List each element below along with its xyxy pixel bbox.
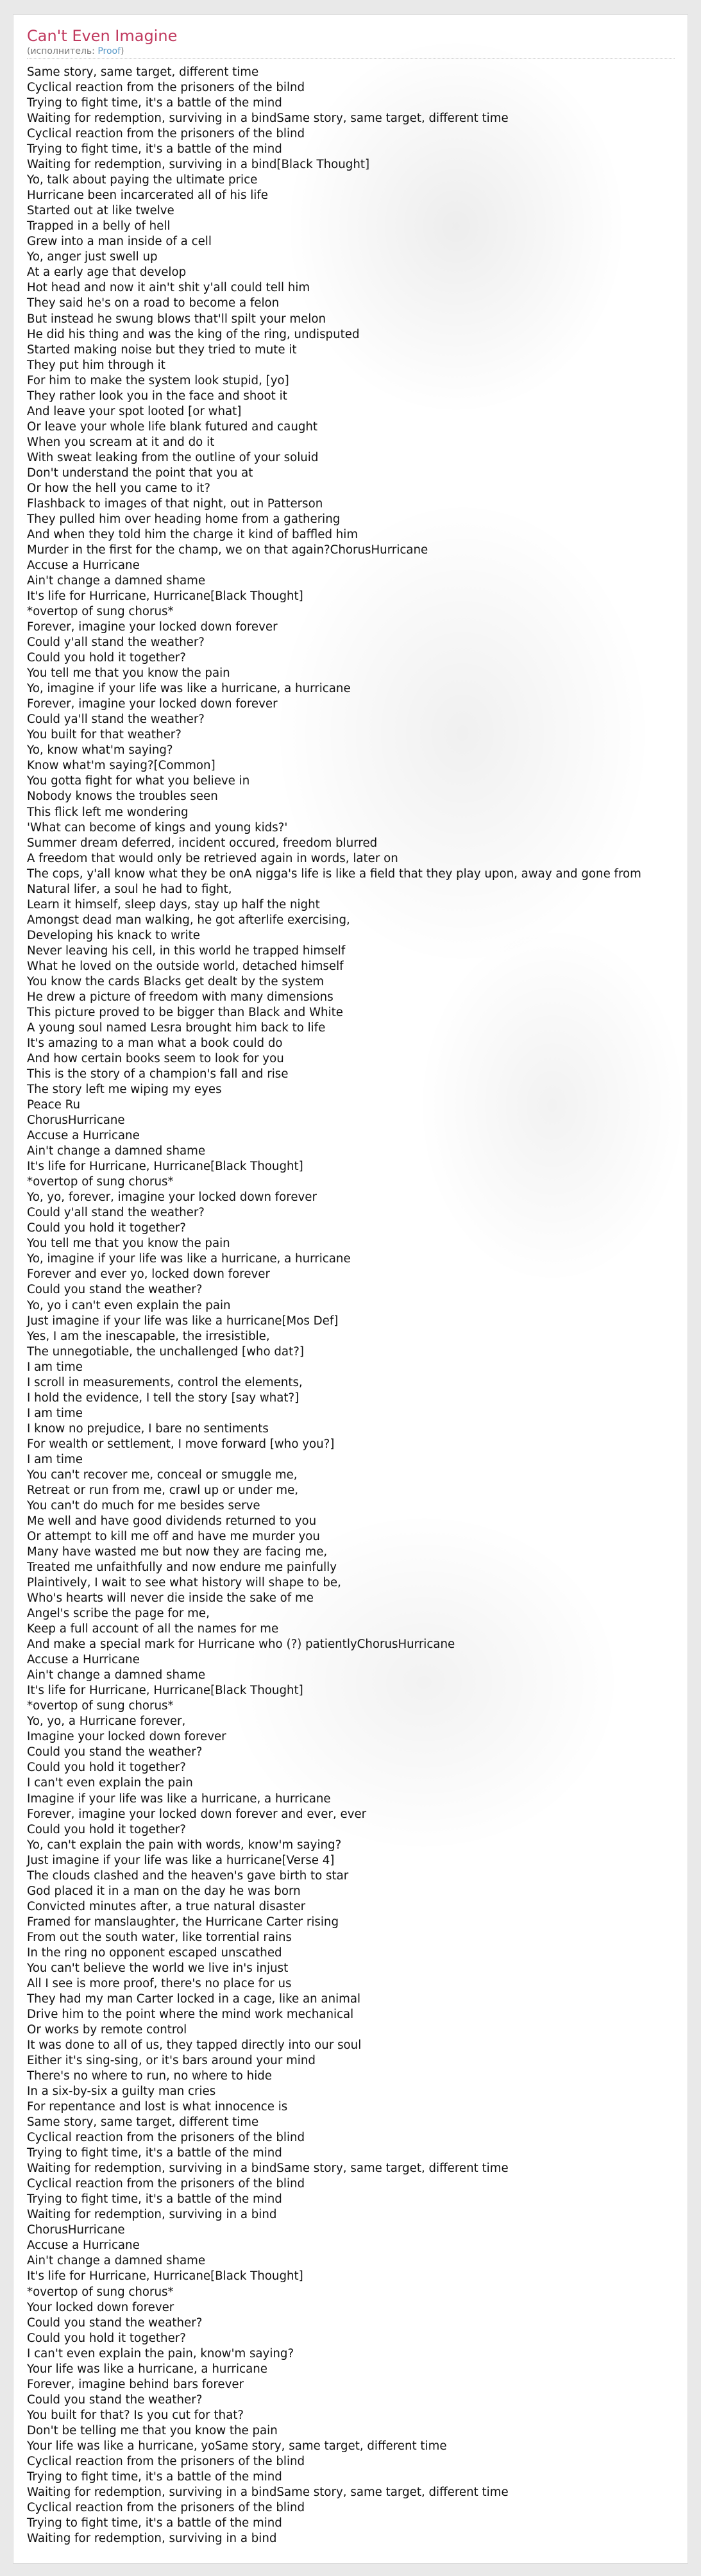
lyric-line: Just imagine if your life was like a hurricane[Verse 4]: [27, 1853, 335, 1867]
lyric-line: Yo, imagine if your life was like a hurricane, a hurricane: [27, 1252, 351, 1266]
lyric-line: Could you hold it together?: [27, 1221, 186, 1235]
lyric-line: I am time: [27, 1406, 83, 1420]
lyric-line: With sweat leaking from the outline of your soluid: [27, 450, 319, 464]
lyric-line: Could you stand the weather?: [27, 1283, 203, 1297]
lyric-line: Could you stand the weather?: [27, 1745, 203, 1759]
lyric-line: I scroll in measurements, control the elements,: [27, 1375, 303, 1389]
lyric-line: This flick left me wondering: [27, 805, 189, 819]
lyric-line: Could you hold it together?: [27, 1761, 186, 1775]
lyric-line: You gotta fight for what you believe in: [27, 774, 250, 788]
lyric-line: Developing his knack to write: [27, 928, 200, 942]
lyric-line: Many have wasted me but now they are facing me,: [27, 1545, 328, 1559]
lyric-line: Could y'all stand the weather?: [27, 636, 205, 650]
lyric-line: It was done to all of us, they tapped directly into our soul: [27, 2038, 362, 2052]
lyric-line: Ain't change a damned shame: [27, 574, 206, 588]
lyric-line: Yo, yo, forever, imagine your locked down forever: [27, 1191, 317, 1205]
lyric-line: The unnegotiable, the unchallenged [who dat?]: [27, 1344, 304, 1359]
lyric-line: Could you stand the weather?: [27, 2316, 203, 2330]
artist-line: [27, 45, 124, 58]
lyric-line: Yes, I am the inescapable, the irresistible,: [27, 1329, 270, 1343]
lyric-line: For wealth or settlement, I move forward [who you?]: [27, 1437, 335, 1451]
lyric-line: Retreat or run from me, crawl up or under me,: [27, 1483, 299, 1497]
lyric-line: For repentance and lost is what innocence is: [27, 2100, 288, 2114]
lyric-line: For him to make the system look stupid, [yo]: [27, 373, 289, 387]
lyric-line: A young soul named Lesra brought him back to life: [27, 1021, 326, 1035]
lyric-line: And when they told him the charge it kind of baffled him: [27, 527, 359, 541]
lyric-line: Learn it himself, sleep days, stay up half the night: [27, 897, 320, 911]
lyric-line: Yo, know what'm saying?: [27, 743, 173, 758]
lyric-line: And make a special mark for Hurricane who (?) patientlyChorusHurricane: [27, 1638, 455, 1652]
lyric-line: Don't understand the point that you at: [27, 466, 253, 480]
lyric-line: Your locked down forever: [27, 2300, 174, 2314]
lyric-line: Trapped in a belly of hell: [27, 219, 171, 233]
lyric-line: Started making noise but they tried to mute it: [27, 343, 297, 357]
lyric-line: Waiting for redemption, surviving in a bind: [27, 2208, 277, 2222]
lyric-line: Cyclical reaction from the prisoners of the blind: [27, 2131, 305, 2145]
lyric-line: Waiting for redemption, surviving in a bind[Black Thought]: [27, 158, 370, 172]
lyric-line: *overtop of sung chorus*: [27, 2285, 174, 2299]
lyric-line: I can't even explain the pain, know'm saying?: [27, 2346, 294, 2360]
lyric-line: All I see is more proof, there's no place for us: [27, 1976, 292, 1990]
lyric-line: Either it's sing-sing, or it's bars around your mind: [27, 2054, 316, 2068]
lyric-line: They pulled him over heading home from a gathering: [27, 512, 341, 526]
lyric-line: Trying to fight time, it's a battle of the mind: [27, 142, 282, 157]
lyric-line: They put him through it: [27, 358, 165, 372]
lyric-line: You built for that weather?: [27, 728, 182, 742]
lyric-line: *overtop of sung chorus*: [27, 1175, 174, 1189]
lyric-line: They rather look you in the face and shoot it: [27, 389, 287, 403]
lyric-line: Yo, talk about paying the ultimate price: [27, 173, 258, 187]
lyric-line: Murder in the first for the champ, we on that again?ChorusHurricane: [27, 543, 428, 557]
lyric-line: Who's hearts will never die inside the sake of me: [27, 1591, 314, 1606]
lyric-line: Started out at like twelve: [27, 204, 174, 218]
lyric-line: You can't recover me, conceal or smuggle me,: [27, 1468, 298, 1482]
artist-suffix: ): [121, 46, 124, 56]
lyric-line: Know what'm saying?[Common]: [27, 759, 215, 773]
lyric-line: Yo, yo, a Hurricane forever,: [27, 1715, 186, 1729]
lyric-line: Your life was like a hurricane, yoSame story, same target, different time: [27, 2439, 447, 2453]
lyric-line: Flashback to images of that night, out in Patterson: [27, 496, 323, 511]
lyric-line: It's life for Hurricane, Hurricane[Black Thought]: [27, 1160, 303, 1174]
lyric-line: Trying to fight time, it's a battle of the mind: [27, 2470, 282, 2484]
lyric-line: Just imagine if your life was like a hurricane[Mos Def]: [27, 1314, 339, 1328]
lyric-line: I know no prejudice, I bare no sentiments: [27, 1421, 269, 1436]
lyric-line: *overtop of sung chorus*: [27, 1699, 174, 1713]
lyric-line: Accuse a Hurricane: [27, 559, 140, 572]
artist-prefix: (исполнитель:: [27, 46, 98, 56]
lyric-line: Nobody knows the troubles seen: [27, 790, 218, 804]
lyric-line: Trying to fight time, it's a battle of the mind: [27, 2192, 282, 2207]
lyric-line: Waiting for redemption, surviving in a bind: [27, 2532, 277, 2545]
lyric-line: Or attempt to kill me off and have me murder you: [27, 1529, 320, 1543]
lyrics-page: [13, 14, 688, 2564]
lyric-line: Trying to fight time, it's a battle of the mind: [27, 2146, 282, 2160]
lyric-line: This is the story of a champion's fall and rise: [27, 1067, 289, 1081]
lyric-line: Forever, imagine behind bars forever: [27, 2377, 244, 2391]
lyric-line: Waiting for redemption, surviving in a bindSame story, same target, different time: [27, 112, 509, 126]
lyric-line: Natural lifer, a soul he had to fight,: [27, 882, 232, 896]
lyric-line: The cops, y'all know what they be onA nigga's life is like a field that they play upon, away and gone from: [27, 867, 641, 881]
lyric-line: Plaintively, I wait to see what history will shape to be,: [27, 1576, 341, 1590]
song-title: Can't Even Imagine: [27, 27, 178, 45]
lyric-line: Could you hold it together?: [27, 651, 186, 665]
lyric-line: He drew a picture of freedom with many dimensions: [27, 990, 334, 1004]
lyric-line: The story left me wiping my eyes: [27, 1083, 222, 1097]
lyric-line: Yo, imagine if your life was like a hurricane, a hurricane: [27, 682, 351, 696]
lyric-line: They had my man Carter locked in a cage, like an animal: [27, 1992, 361, 2006]
lyric-line: Cyclical reaction from the prisoners of the bilnd: [27, 81, 305, 95]
lyric-line: Waiting for redemption, surviving in a bindSame story, same target, different time: [27, 2162, 509, 2176]
lyric-line: It's amazing to a man what a book could do: [27, 1036, 283, 1050]
lyric-line: And how certain books seem to look for you: [27, 1052, 284, 1065]
lyric-line: Peace Ru: [27, 1098, 80, 1112]
lyric-line: Me well and have good dividends returned to you: [27, 1514, 317, 1528]
lyric-line: There's no where to run, no where to hide: [27, 2069, 272, 2083]
lyric-line: This picture proved to be bigger than Black and White: [27, 1005, 343, 1019]
lyric-line: You know the cards Blacks get dealt by the system: [27, 974, 325, 988]
lyric-line: In the ring no opponent escaped unscathed: [27, 1945, 282, 1960]
lyric-line: I am time: [27, 1452, 83, 1466]
lyric-line: You tell me that you know the pain: [27, 666, 230, 681]
lyric-line: Forever and ever yo, locked down forever: [27, 1267, 270, 1282]
lyric-line: Grew into a man inside of a cell: [27, 235, 212, 249]
lyric-line: Could you hold it together?: [27, 2331, 186, 2345]
lyric-line: Cyclical reaction from the prisoners of the blind: [27, 2454, 305, 2468]
lyric-line: Waiting for redemption, surviving in a bindSame story, same target, different time: [27, 2485, 509, 2499]
lyric-line: Ain't change a damned shame: [27, 1668, 206, 1682]
lyric-line: Or works by remote control: [27, 2022, 187, 2037]
lyric-line: Or leave your whole life blank futured and caught: [27, 419, 318, 434]
lyrics-text: [27, 65, 641, 2546]
lyric-line: Ain't change a damned shame: [27, 1144, 206, 1158]
lyric-line: Never leaving his cell, in this world he trapped himself: [27, 944, 346, 958]
lyric-line: Keep a full account of all the names for me: [27, 1622, 279, 1636]
lyric-line: But instead he swung blows that'll spilt your melon: [27, 312, 326, 326]
lyric-line: Accuse a Hurricane: [27, 2239, 140, 2253]
title-divider: [27, 58, 675, 59]
lyric-line: It's life for Hurricane, Hurricane[Black Thought]: [27, 589, 303, 604]
lyric-line: The clouds clashed and the heaven's gave birth to star: [27, 1868, 349, 1883]
lyric-line: Treated me unfaithfully and now endure me painfully: [27, 1561, 337, 1575]
artist-link[interactable]: Proof: [97, 46, 121, 56]
lyric-line: And leave your spot looted [or what]: [27, 404, 242, 418]
lyric-line: I hold the evidence, I tell the story [say what?]: [27, 1391, 300, 1405]
lyric-line: God placed it in a man on the day he was born: [27, 1884, 301, 1898]
lyric-line: ChorusHurricane: [27, 1114, 125, 1128]
lyric-line: Cyclical reaction from the prisoners of the blind: [27, 127, 305, 141]
lyric-line: Convicted minutes after, a true natural disaster: [27, 1899, 306, 1913]
lyric-line: *overtop of sung chorus*: [27, 605, 174, 619]
lyric-line: Could y'all stand the weather?: [27, 1206, 205, 1220]
lyric-line: Forever, imagine your locked down forever and ever, ever: [27, 1807, 367, 1821]
lyric-line: It's life for Hurricane, Hurricane[Black Thought]: [27, 2269, 303, 2284]
lyric-line: They said he's on a road to become a felon: [27, 296, 280, 310]
lyric-line: Forever, imagine your locked down forever: [27, 620, 278, 634]
lyric-line: Amongst dead man walking, he got afterlife exercising,: [27, 913, 350, 927]
lyric-line: 'What can become of kings and young kids?': [27, 820, 288, 835]
lyric-line: Could ya'll stand the weather?: [27, 713, 205, 727]
lyric-line: Imagine your locked down forever: [27, 1730, 226, 1744]
lyric-line: Same story, same target, different time: [27, 65, 259, 79]
lyric-line: From out the south water, like torrential rains: [27, 1930, 292, 1944]
lyric-line: Cyclical reaction from the prisoners of the blind: [27, 2177, 305, 2191]
lyric-line: Yo, can't explain the pain with words, know'm saying?: [27, 1838, 342, 1852]
lyric-line: Trying to fight time, it's a battle of the mind: [27, 96, 282, 110]
lyric-line: Drive him to the point where the mind work mechanical: [27, 2007, 354, 2021]
lyric-line: ChorusHurricane: [27, 2223, 125, 2237]
lyric-line: Don't be telling me that you know the pain: [27, 2423, 278, 2437]
lyric-line: Could you hold it together?: [27, 1822, 186, 1836]
lyric-line: You built for that? Is you cut for that?: [27, 2408, 244, 2422]
lyric-line: You tell me that you know the pain: [27, 1237, 230, 1251]
lyric-line: Yo, yo i can't even explain the pain: [27, 1298, 231, 1312]
lyric-line: Trying to fight time, it's a battle of the mind: [27, 2516, 282, 2530]
lyric-line: Summer dream deferred, incident occured, freedom blurred: [27, 836, 378, 850]
lyric-line: I can't even explain the pain: [27, 1776, 193, 1790]
lyric-line: Could you stand the weather?: [27, 2393, 203, 2407]
lyric-line: A freedom that would only be retrieved again in words, later on: [27, 851, 398, 865]
lyric-line: Cyclical reaction from the prisoners of the blind: [27, 2500, 305, 2514]
lyric-line: You can't believe the world we live in's injust: [27, 1961, 289, 1975]
lyric-line: Imagine if your life was like a hurricane, a hurricane: [27, 1792, 331, 1806]
lyric-line: He did his thing and was the king of the ring, undisputed: [27, 327, 360, 341]
lyric-line: Same story, same target, different time: [27, 2115, 259, 2130]
lyric-line: I am time: [27, 1360, 83, 1374]
lyric-line: It's life for Hurricane, Hurricane[Black Thought]: [27, 1684, 303, 1698]
lyric-line: Accuse a Hurricane: [27, 1129, 140, 1143]
lyric-line: Angel's scribe the page for me,: [27, 1607, 210, 1621]
lyric-line: Forever, imagine your locked down forever: [27, 697, 278, 711]
lyric-line: Or how the hell you came to it?: [27, 481, 211, 495]
lyric-line: Accuse a Hurricane: [27, 1653, 140, 1667]
lyric-line: Yo, anger just swell up: [27, 250, 158, 264]
lyric-line: In a six-by-six a guilty man cries: [27, 2085, 216, 2099]
lyric-line: Hurricane been incarcerated all of his life: [27, 189, 268, 203]
lyric-line: Hot head and now it ain't shit y'all could tell him: [27, 281, 310, 295]
lyric-line: Framed for manslaughter, the Hurricane Carter rising: [27, 1915, 339, 1929]
lyric-line: What he loved on the outside world, detached himself: [27, 959, 344, 973]
lyric-line: Your life was like a hurricane, a hurricane: [27, 2362, 267, 2376]
lyric-line: You can't do much for me besides serve: [27, 1498, 260, 1513]
lyric-line: Ain't change a damned shame: [27, 2254, 206, 2268]
lyric-line: When you scream at it and do it: [27, 435, 215, 449]
lyric-line: At a early age that develop: [27, 266, 187, 280]
